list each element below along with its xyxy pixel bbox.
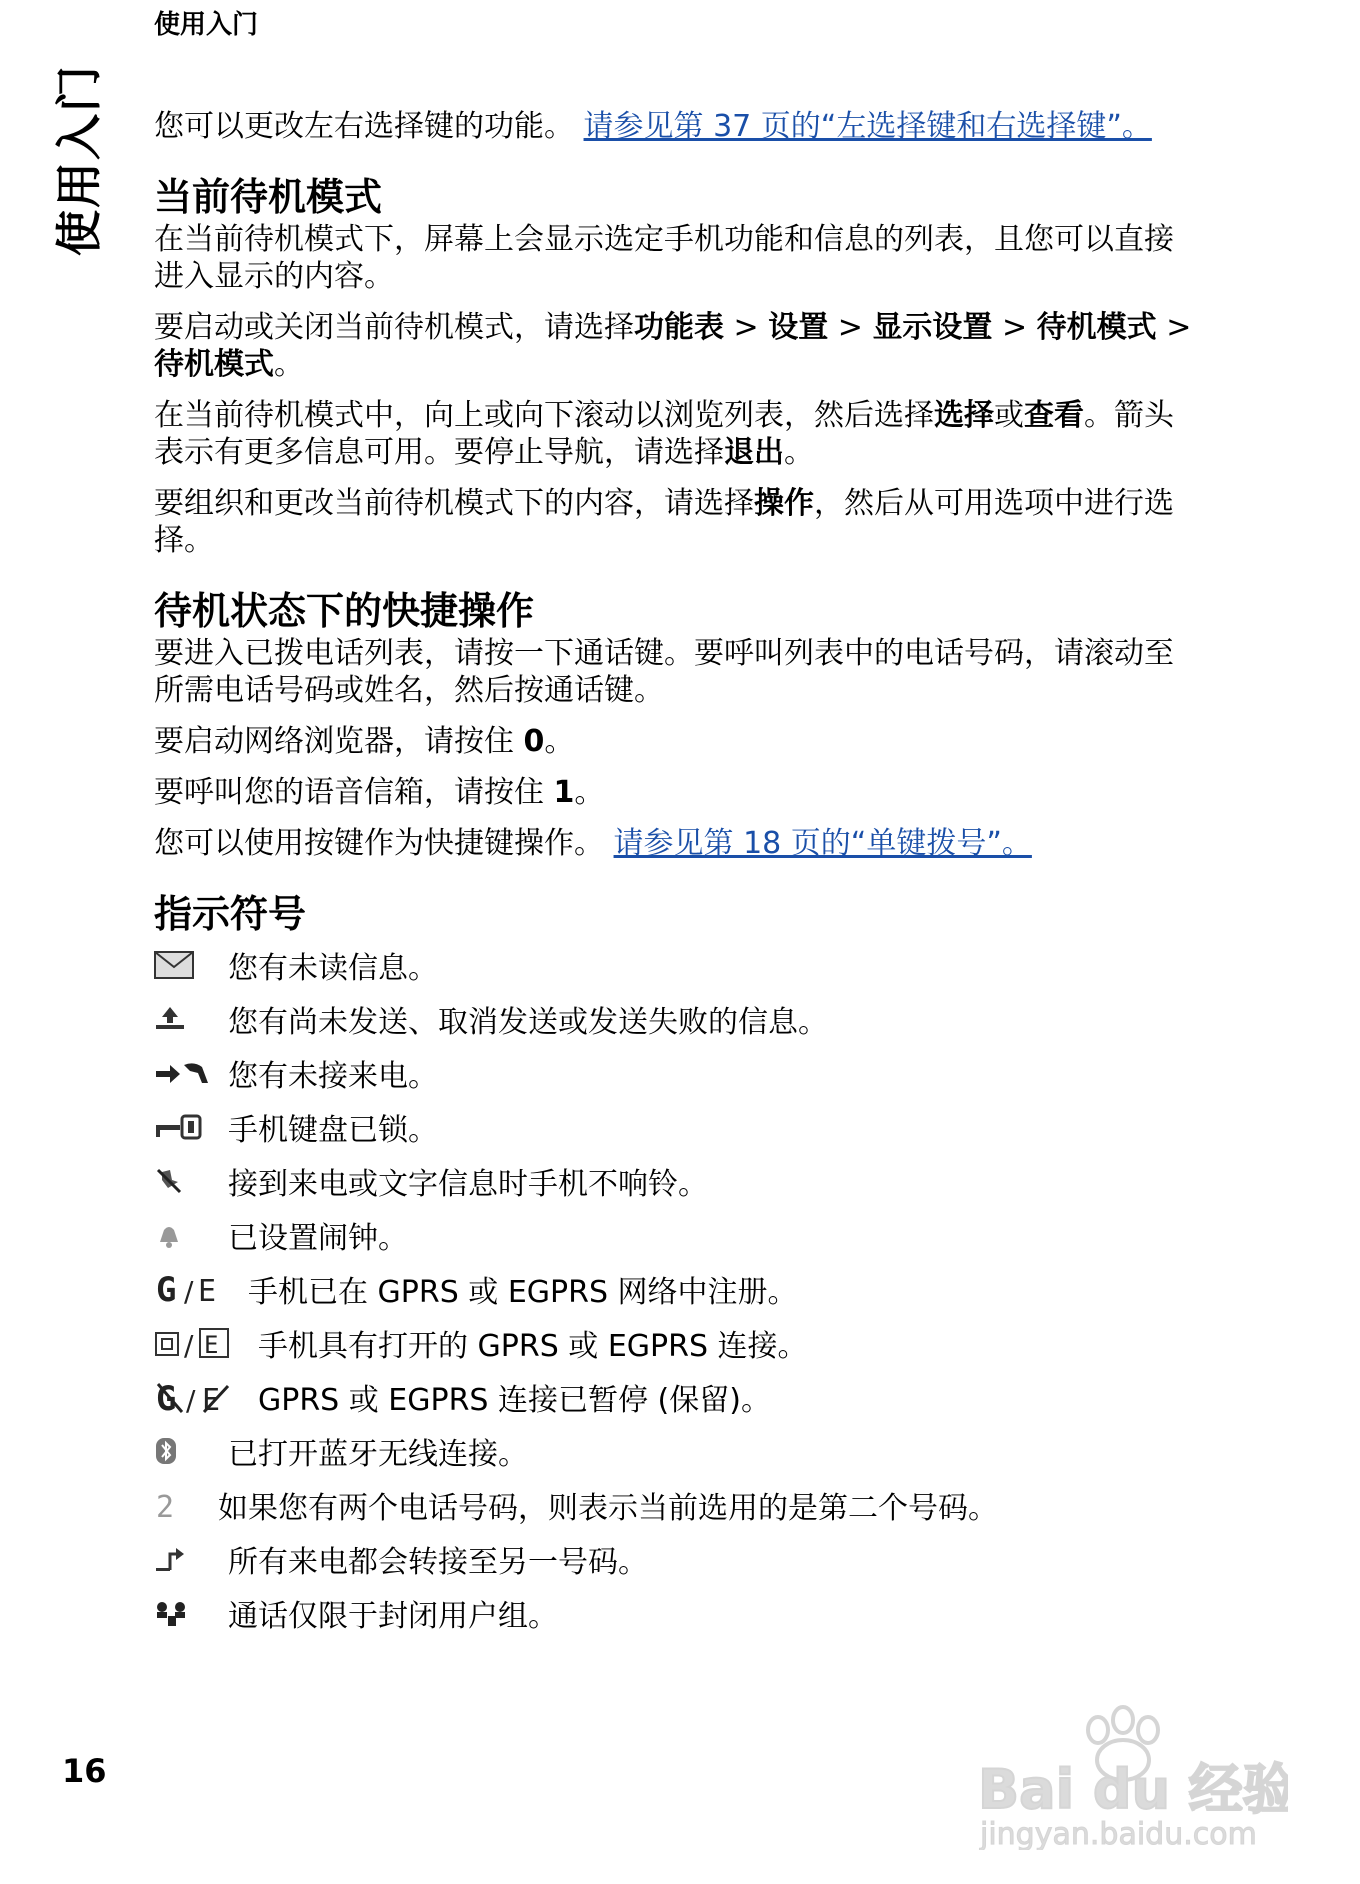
- svg-text:E: E: [198, 1274, 217, 1307]
- list-item: 接到来电或文字信息时手机不响铃。: [154, 1154, 1194, 1208]
- bluetooth-icon: [154, 1431, 214, 1471]
- side-tab: [46, 60, 106, 260]
- gprs-connected-icon: [154, 1323, 244, 1363]
- svg-text:2: 2: [156, 1490, 175, 1521]
- paragraph: 在当前待机模式中，向上或向下滚动以浏览列表，然后选择选择或查看。箭头表示有更多信息可用。要停止导航，请选择退出。: [154, 398, 1174, 470]
- paragraph: 在当前待机模式下，屏幕上会显示选定手机功能和信息的列表，且您可以直接进入显示的内容。: [154, 222, 1174, 294]
- gprs-suspended-icon: [154, 1377, 244, 1417]
- alarm-icon: [154, 1215, 214, 1255]
- list-item: / E 手机具有打开的 GPRS 或 EGPRS 连接。: [154, 1316, 1194, 1370]
- list-item: 2 如果您有两个电话号码，则表示当前选用的是第二个号码。: [154, 1478, 1194, 1532]
- menu-path-item: 功能表: [634, 310, 724, 345]
- gprs-registered-icon: [154, 1269, 234, 1309]
- menu-path-item: 待机模式: [1036, 310, 1157, 345]
- list-item: G / E GPRS 或 EGPRS 连接已暂停 (保留)。: [156, 1379, 771, 1418]
- side-tab-label: 使用入门: [52, 64, 106, 256]
- indicator-list: [154, 938, 1194, 1640]
- list-item: 通话仅限于封闭用户组。: [154, 1586, 1194, 1640]
- speed-dial-link[interactable]: 请参见第 18 页的“单键拨号”。: [613, 826, 1032, 861]
- svg-text:/: /: [184, 1275, 194, 1307]
- paragraph: 要启动网络浏览器，请按住 0。: [154, 724, 575, 759]
- section-title-active-standby: 当前待机模式: [154, 175, 383, 219]
- list-item: G / E 手机已在 GPRS 或 EGPRS 网络中注册。: [156, 1271, 798, 1310]
- svg-text:E: E: [204, 1331, 219, 1359]
- svg-text:E: E: [202, 1383, 221, 1416]
- svg-text:/: /: [184, 1329, 194, 1361]
- paw-logo-icon: [968, 1700, 1288, 1850]
- keypad-lock-icon: [154, 1107, 214, 1147]
- list-item: 您有未读信息。: [154, 938, 1194, 992]
- paragraph: 要启动或关闭当前待机模式，请选择功能表 > 设置 > 显示设置 > 待机模式 > 待机模式。: [154, 310, 1192, 382]
- paragraph: 您可以使用按键作为快捷键操作。 请参见第 18 页的“单键拨号”。: [154, 826, 1032, 861]
- missed-call-icon: [154, 1053, 214, 1093]
- closed-user-group-icon: [154, 1593, 214, 1633]
- list-item: 已设置闹钟。: [154, 1208, 1194, 1262]
- envelope-icon: [154, 945, 214, 985]
- watermark-brand: Bai du 经验: [978, 1758, 1288, 1821]
- page-content: [154, 108, 1194, 1640]
- section-title-shortcuts: 待机状态下的快捷操作: [154, 589, 535, 633]
- svg-text:/: /: [186, 1384, 196, 1416]
- list-item: 您有尚未发送、取消发送或发送失败的信息。: [154, 992, 1194, 1046]
- baidu-watermark: [968, 1700, 1288, 1850]
- list-item: 已打开蓝牙无线连接。: [154, 1424, 1194, 1478]
- line-two-icon: [154, 1485, 204, 1525]
- silent-icon: [154, 1161, 214, 1201]
- paragraph: 要呼叫您的语音信箱，请按住 1。: [154, 775, 605, 810]
- list-item: 手机键盘已锁。: [154, 1100, 1194, 1154]
- list-item: 您有未接来电。: [154, 1046, 1194, 1100]
- list-item: 所有来电都会转接至另一号码。: [154, 1532, 1194, 1586]
- running-header: 使用入门: [154, 10, 259, 40]
- watermark-url: jingyan.baidu.com: [980, 1817, 1257, 1850]
- svg-text:G: G: [156, 1271, 177, 1307]
- call-divert-icon: [154, 1539, 214, 1579]
- svg-text:G: G: [156, 1379, 177, 1416]
- menu-path-item: 待机模式: [154, 347, 274, 382]
- intro-text: 您可以更改左右选择键的功能。: [154, 109, 574, 144]
- page-number: 16: [62, 1752, 107, 1790]
- intro-paragraph: [154, 108, 1194, 145]
- section-title-indicators: 指示符号: [154, 892, 307, 936]
- outbox-icon: [154, 999, 214, 1039]
- menu-path-item: 设置: [768, 310, 829, 345]
- menu-path-item: 显示设置: [872, 310, 993, 345]
- paragraph: 要组织和更改当前待机模式下的内容，请选择操作，然后从可用选项中进行选择。: [154, 486, 1174, 558]
- paragraph: 要进入已拨电话列表，请按一下通话键。要呼叫列表中的电话号码，请滚动至所需电话号码或姓名，然后按通话键。: [154, 636, 1174, 708]
- intro-link[interactable]: 请参见第 37 页的“左选择键和右选择键”。: [583, 109, 1152, 144]
